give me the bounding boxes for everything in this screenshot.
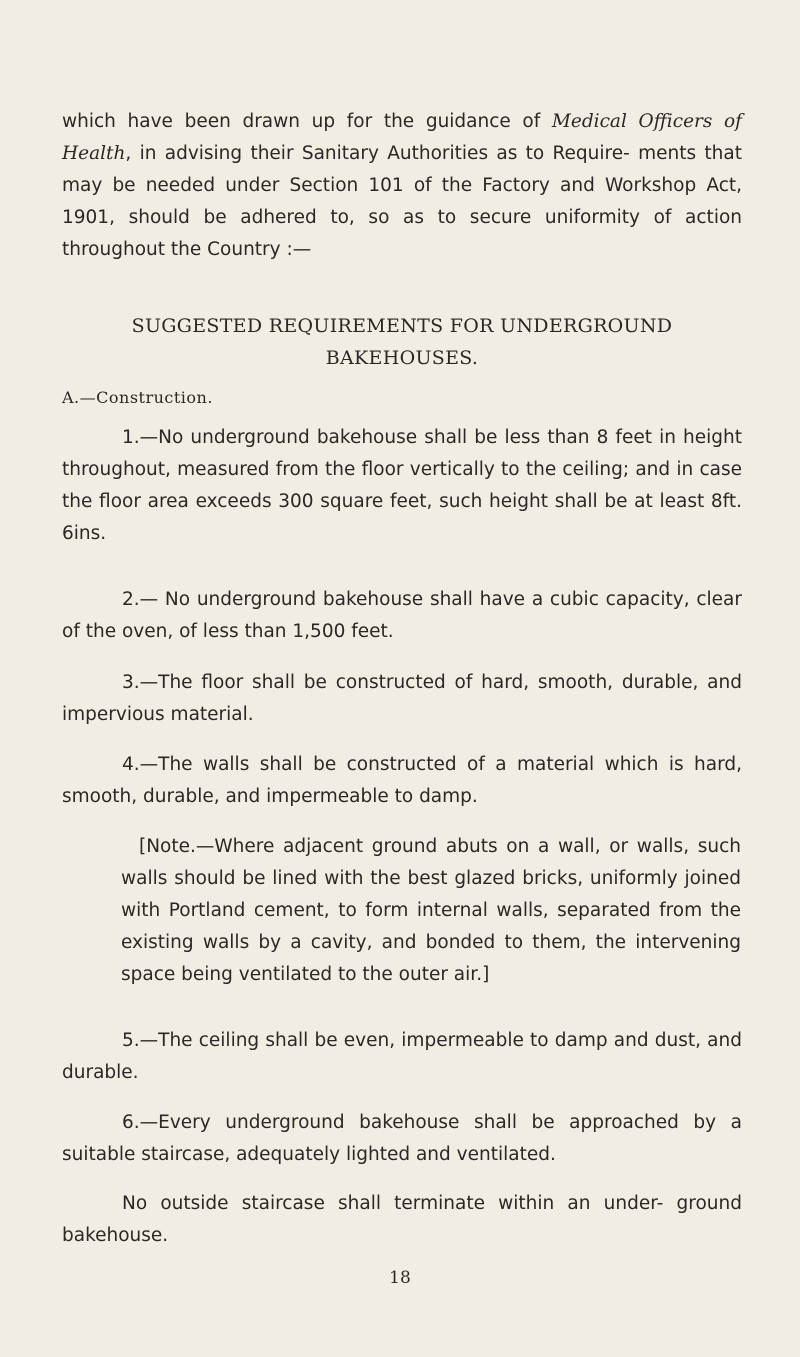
page-number: 18 xyxy=(389,1268,411,1288)
intro-text-start: which have been drawn up for the guidance of xyxy=(62,111,552,132)
document-heading: SUGGESTED REQUIREMENTS FOR UNDERGROUND BAKEHOUSES. xyxy=(131,315,673,369)
paragraph-6: 6.—Every underground bakehouse shall be approached by a suitable staircase, adequately lighted and ventilated. xyxy=(62,1112,742,1165)
paragraph-7: No outside staircase shall terminate within an under- ground bakehouse. xyxy=(62,1193,742,1246)
paragraph-4: 4.—The walls shall be constructed of a material which is hard, smooth, durable, and impermeable to damp. xyxy=(62,754,742,807)
section-heading: A.—Construction. xyxy=(62,388,213,407)
note-paragraph: [Note.—Where adjacent ground abuts on a wall, or walls, such walls should be lined with the best glazed bricks, uniformly joined with Portland cement, to form internal walls, separated from the existing walls by a cavity, and bonded to them, the intervening space being ventilated to the outer air.] xyxy=(121,836,741,985)
paragraph-1: 1.—No underground bakehouse shall be less than 8 feet in height throughout, measured from the floor vertically to the ceiling; and in case the floor area exceeds 300 square feet, such height shall be at least 8ft. 6ins. xyxy=(62,427,742,544)
intro-paragraph xyxy=(62,106,742,266)
paragraph-3: 3.—The floor shall be constructed of hard, smooth, durable, and impervious material. xyxy=(62,672,742,725)
intro-italic-title: Medical Officers of Health xyxy=(62,111,742,164)
paragraph-2: 2.— No underground bakehouse shall have a cubic capacity, clear of the oven, of less than 1,500 feet. xyxy=(62,589,742,642)
paragraph-5: 5.—The ceiling shall be even, impermeable to damp and dust, and durable. xyxy=(62,1030,742,1083)
intro-text-end: , in advising their Sanitary Authorities as to Require- ments that may be needed under Section 101 of the Factory and Workshop Act, 1901, should be adhered to, so as to secure uniformity of action throughout the Country :— xyxy=(62,143,742,260)
